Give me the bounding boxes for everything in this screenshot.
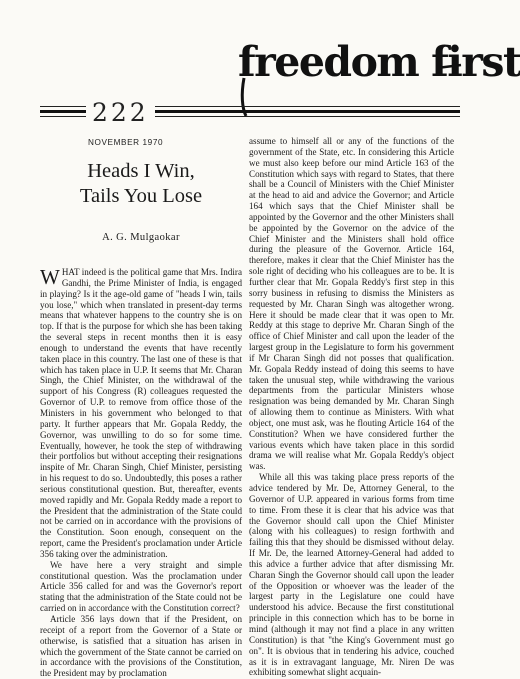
article-column-right	[249, 136, 454, 678]
headline-line-1: Heads I Win,	[87, 160, 195, 182]
paragraph: While all this was taking place press reports of the advice tendered by Mr. De, Attorney General, to the Governor of U.P. appeared in various forms from time to time. From these it is clear that his advice was that the Governor should call upon the Chief Minister (along with his colleagues) to resign forthwith and failing this that they should be dismissed without delay. If Mr. De, the learned Attorney-General had added to this advice a further advice that after dismissing Mr. Charan Singh the Governor should call upon the leader of the Opposition or whoever was the leader of the largest party in the Legislature one could have understood his advice. Because the first constitutional principle in this connection which has to be borne in mind (although it may not find a place in any written Constitution) is that "the King's Government must go on". It is obvious that in tendering his advice, couched as it is in extravagant language, Mr. Niren De was exhibiting somewhat slight acquain-	[249, 472, 454, 678]
paragraph-text: HAT indeed is the political game that Mrs. Indira Gandhi, the Prime Minister of India, is engaged in playing? Is it the age-old game of "heads I win, tails you lose," which when translated in present-day terms means that whatever happens to the country she is on top. If that is the purpose for which she has been taking the several steps in recent months then it is easy enough to understand the events that have recently taken place in this country. The last one of these is that which has taken place in U.P. It seems that Mr. Charan Singh, the Chief Minister, on the withdrawal of the support of his Congress (R) colleagues requested the Governor of U.P. to remove from office those of the Ministers in his government who belonged to that party. It further appears that Mr. Gopala Reddy, the Governor, was unwilling to do so for some time. Eventually, however, he took the step of withdrawing their portfolios but without accepting their resignations inspite of Mr. Charan Singh, Chief Minister, persisting in his request to do so. Undoubtedly, this poses a rather serious constitutional question. But, thereafter, events moved rapidly and Mr. Gopala Reddy made a report to the President that the administration of the State could not be carried on in accordance with the provisions of the Constitution. Soon enough, consequent on the report, came the President's proclamation under Article 356 taking over the administration.	[40, 267, 242, 559]
masthead-title: freedom first	[238, 38, 520, 86]
paragraph: assume to himself all or any of the functions of the government of the State, etc. In considering this Article we must also keep before our mind Article 163 of the Constitution which says with regard to States, that there shall be a Council of Ministers with the Chief Minister at the head to aid and advice the Governor; and Article 164 which says that the Chief Minister shall be appointed by the Governor and the other Ministers shall be appointed by the Governor on the advice of the Chief Minister and the Ministers shall hold office during the pleasure of the Governor. Article 164, therefore, makes it clear that the Chief Minister has the sole right of deciding who his colleagues are to be. It is further clear that Mr. Gopala Reddy's first step in this sorry business in refusing to dismiss the Ministers as requested by Mr. Charan Singh was altogether wrong. Here it should be made clear that it was open to Mr. Reddy at this stage to deprive Mr. Charan Singh of the office of Chief Minister and call upon the leader of the largest group in the Legislature to form his government if Mr Charan Singh did not posses that qualification. Mr. Gopala Reddy instead of doing this seems to have taken the unusual step, while withdrawing the various departments from the particular Ministers whose resignation was being demanded by Mr. Charan Singh of allowing them to continue as Ministers. With what object, one must ask, was he flouting Article 164 of the Constitution? When we have considered further the various events which have taken place in this sordid drama we will realise what Mr. Gopala Reddy's object was.	[249, 136, 454, 472]
issue-date: NOVEMBER 1970	[88, 138, 164, 147]
headline-line-2: Tails You Lose	[79, 185, 203, 207]
article-column-left	[40, 267, 242, 679]
drop-cap: W	[40, 265, 60, 289]
byline: A. G. Mulgaokar	[102, 232, 180, 243]
paragraph	[40, 267, 242, 560]
paragraph: Article 356 lays down that if the President, on receipt of a report from the Governor of a State or otherwise, is satisfied that a situation has arisen in which the government of the State cannot be carried on in accordance with the provisions of the Constitution, the President may by proclamation	[40, 614, 242, 679]
paragraph: We have here a very straight and simple constitutional question. Was the proclamation under Article 356 called for and was the Governor's report stating that the administration of the State could not be carried on in accordance with the Constitution correct?	[40, 559, 242, 614]
issue-number: 222	[86, 98, 155, 127]
